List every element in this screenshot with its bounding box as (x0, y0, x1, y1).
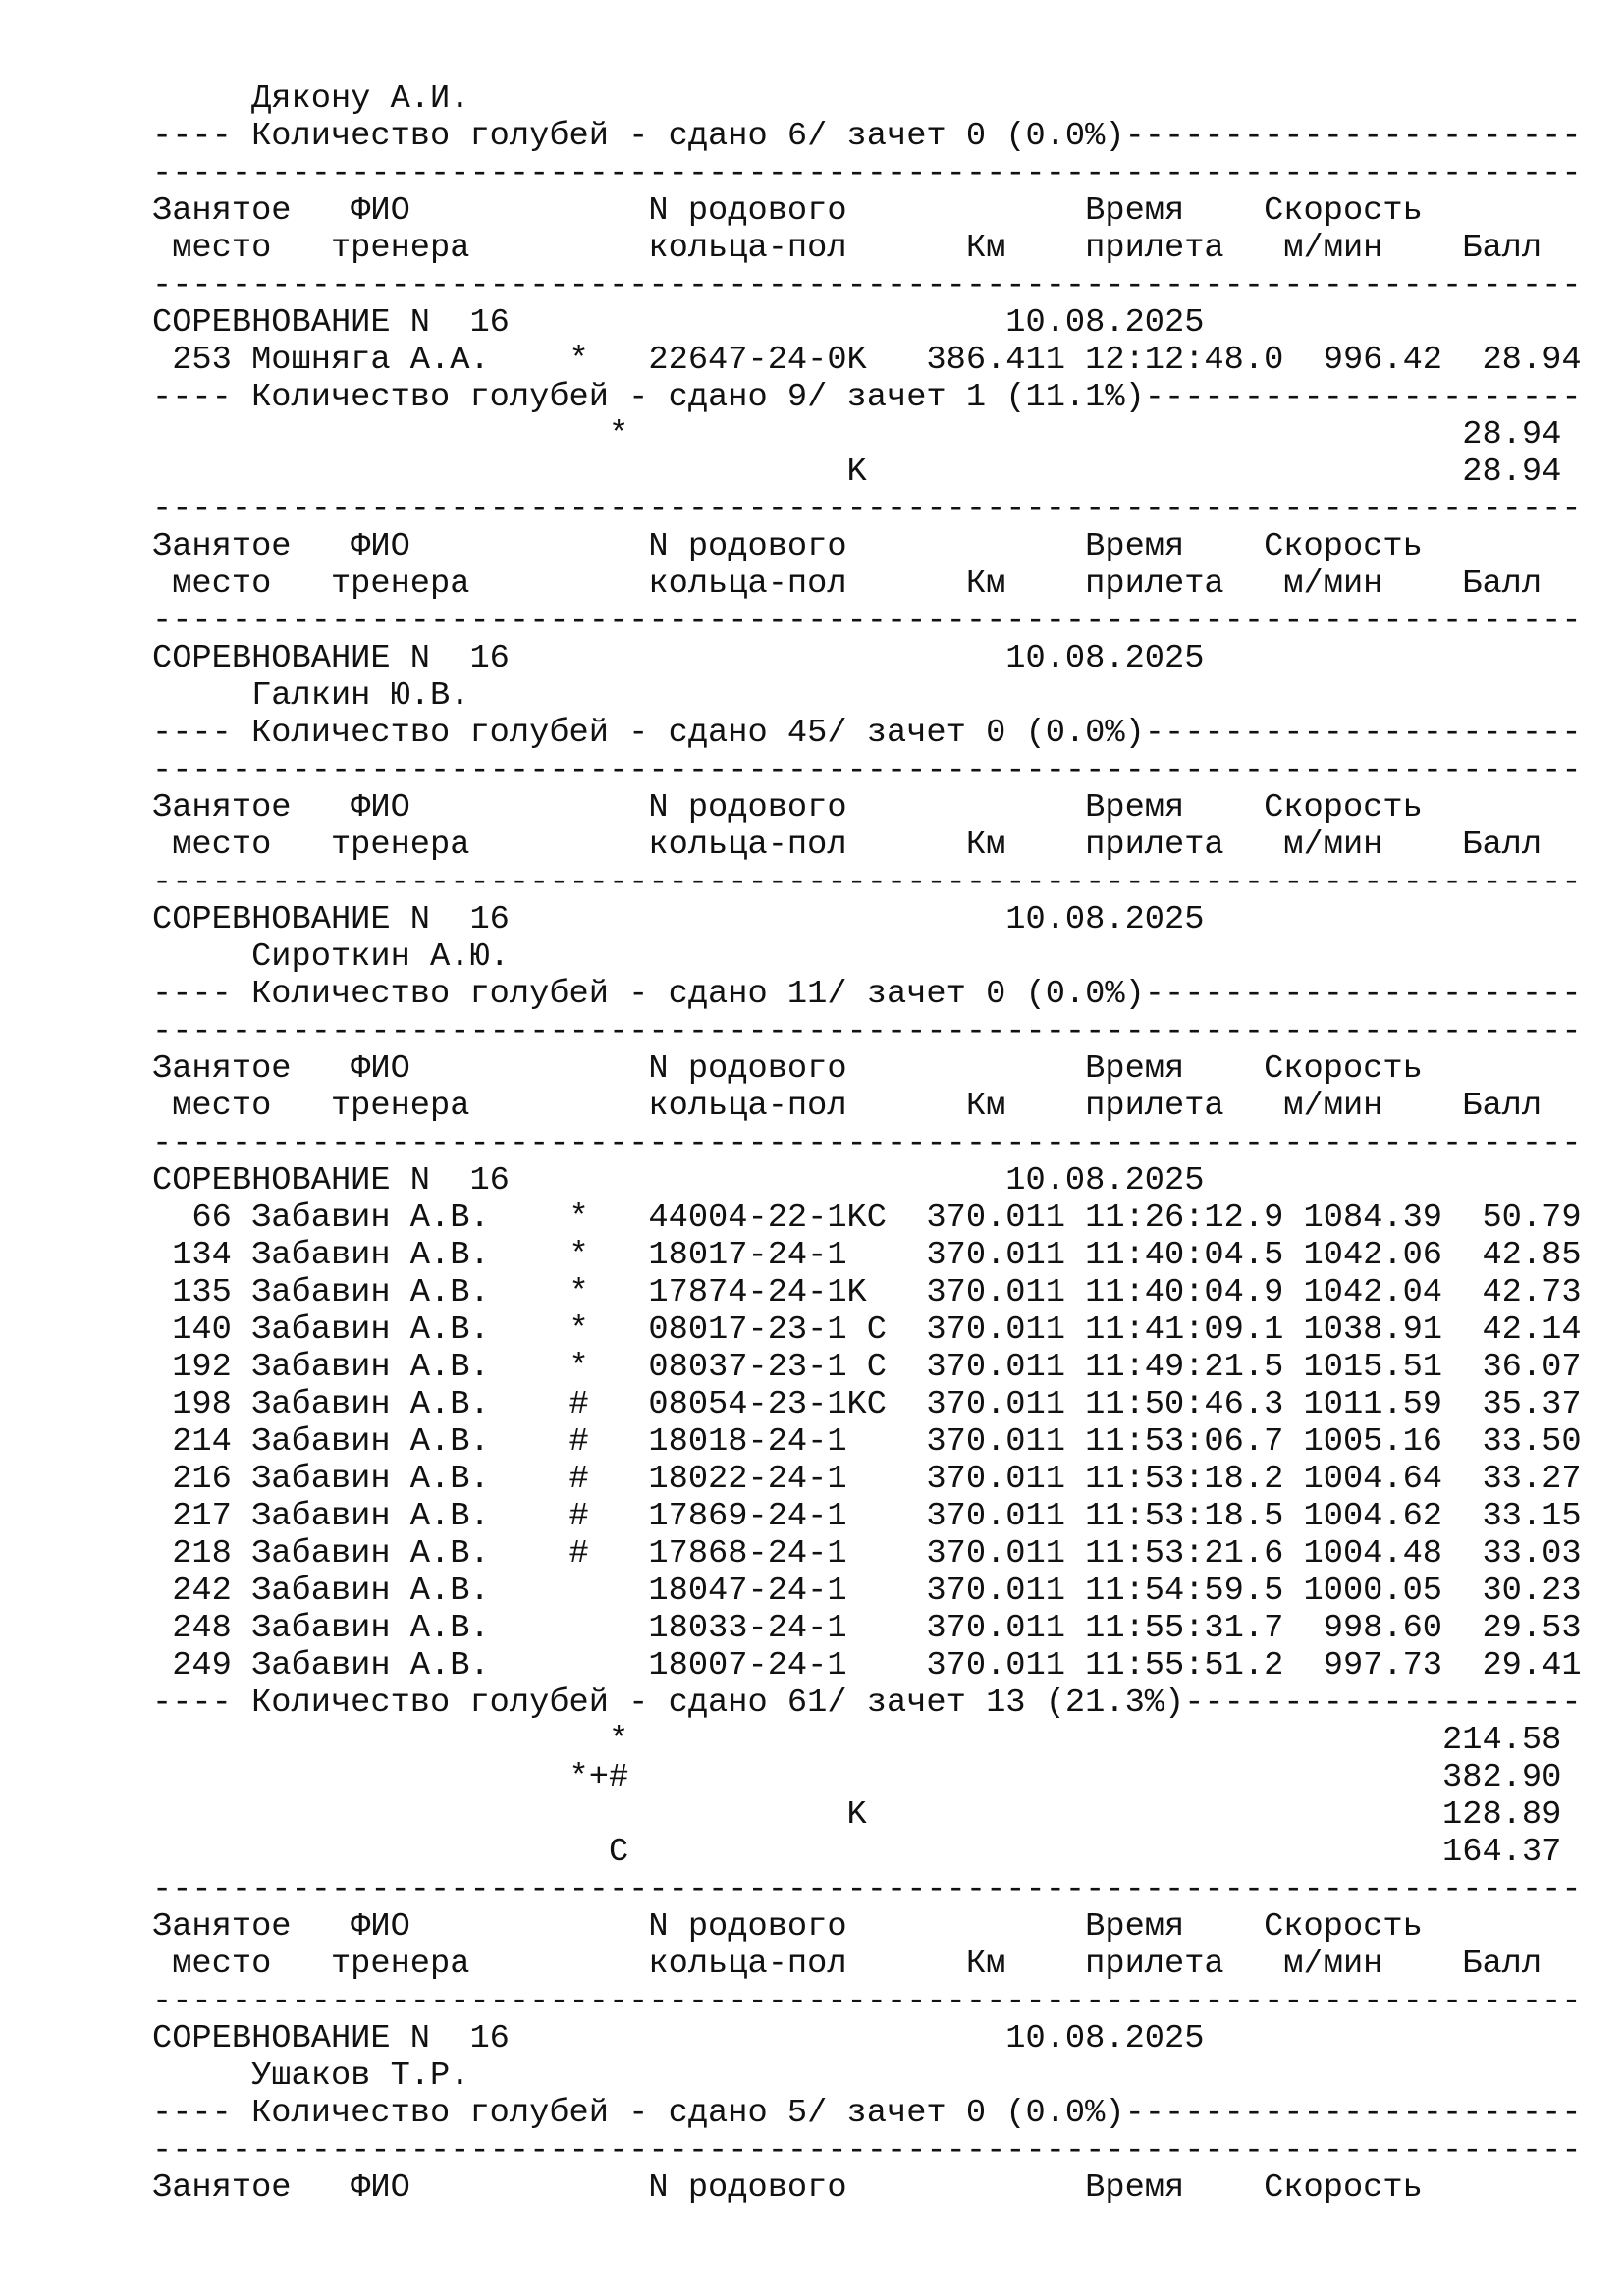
result-row: 218 Забавин А.В. # 17868-24-1 370.011 11:53:21.6 1004.48 33.03 (152, 1535, 1582, 1573)
separator: ------------------------------------------------------------------------ (152, 864, 1582, 901)
competition-heading: СОРЕВНОВАНИЕ N 16 10.08.2025 (152, 304, 1205, 342)
result-row: 66 Забавин А.В. * 44004-22-1KC 370.011 11:26:12.9 1084.39 50.79 (152, 1200, 1582, 1237)
column-header: место тренера кольца-пол Км прилета м/мин Балл (152, 1946, 1543, 1983)
competition-heading: СОРЕВНОВАНИЕ N 16 10.08.2025 (152, 640, 1205, 677)
result-row: 135 Забавин А.В. * 17874-24-1K 370.011 11:40:04.9 1042.04 42.73 (152, 1274, 1582, 1311)
trainer-name: Галкин Ю.В. (152, 677, 470, 715)
result-row: 192 Забавин А.В. * 08037-23-1 C 370.011 11:49:21.5 1015.51 36.07 (152, 1349, 1582, 1386)
column-header: Занятое ФИО N родового Время Скорость (152, 192, 1423, 230)
summary-line: ---- Количество голубей - сдано 61/ зачет 13 (21.3%)-------------------- (152, 1684, 1582, 1722)
result-row: 214 Забавин А.В. # 18018-24-1 370.011 11:53:06.7 1005.16 33.50 (152, 1423, 1582, 1461)
column-header: место тренера кольца-пол Км прилета м/мин Балл (152, 827, 1543, 864)
separator: ------------------------------------------------------------------------ (152, 1013, 1582, 1050)
separator: ------------------------------------------------------------------------ (152, 1871, 1582, 1908)
result-row: 249 Забавин А.В. 18007-24-1 370.011 11:55:51.2 997.73 29.41 (152, 1647, 1582, 1684)
column-header: Занятое ФИО N родового Время Скорость (152, 1050, 1423, 1088)
column-header: Занятое ФИО N родового Время Скорость (152, 2169, 1423, 2207)
separator: ------------------------------------------------------------------------ (152, 2132, 1582, 2169)
trainer-name: Дякону А.И. (152, 80, 470, 118)
result-row: 253 Мошняга А.А. * 22647-24-0K 386.411 12:12:48.0 996.42 28.94 (152, 342, 1582, 379)
competition-heading: СОРЕВНОВАНИЕ N 16 10.08.2025 (152, 1162, 1205, 1200)
competition-heading: СОРЕВНОВАНИЕ N 16 10.08.2025 (152, 2020, 1205, 2057)
separator: ------------------------------------------------------------------------ (152, 155, 1582, 192)
column-header: место тренера кольца-пол Км прилета м/мин Балл (152, 230, 1543, 267)
trainer-name: Сироткин А.Ю. (152, 938, 510, 976)
summary-line: ---- Количество голубей - сдано 6/ зачет 0 (0.0%)----------------------- (152, 118, 1582, 155)
summary-line: ---- Количество голубей - сдано 11/ зачет 0 (0.0%)---------------------- (152, 976, 1582, 1013)
subtotal-line: * 28.94 (152, 416, 1562, 454)
subtotal-line: C 164.37 (152, 1834, 1562, 1871)
separator: ------------------------------------------------------------------------ (152, 603, 1582, 640)
summary-line: ---- Количество голубей - сдано 5/ зачет 0 (0.0%)----------------------- (152, 2095, 1582, 2132)
separator: ------------------------------------------------------------------------ (152, 491, 1582, 528)
result-row: 242 Забавин А.В. 18047-24-1 370.011 11:54:59.5 1000.05 30.23 (152, 1573, 1582, 1610)
column-header: Занятое ФИО N родового Время Скорость (152, 1908, 1423, 1946)
trainer-name: Ушаков Т.Р. (152, 2057, 470, 2095)
competition-heading: СОРЕВНОВАНИЕ N 16 10.08.2025 (152, 901, 1205, 938)
report-page (152, 80, 1586, 2207)
summary-line: ---- Количество голубей - сдано 9/ зачет 1 (11.1%)---------------------- (152, 379, 1582, 416)
separator: ------------------------------------------------------------------------ (152, 752, 1582, 789)
result-row: 217 Забавин А.В. # 17869-24-1 370.011 11:53:18.5 1004.62 33.15 (152, 1498, 1582, 1535)
result-row: 216 Забавин А.В. # 18022-24-1 370.011 11:53:18.2 1004.64 33.27 (152, 1461, 1582, 1498)
column-header: место тренера кольца-пол Км прилета м/мин Балл (152, 1088, 1543, 1125)
subtotal-line: K 128.89 (152, 1796, 1562, 1834)
separator: ------------------------------------------------------------------------ (152, 1125, 1582, 1162)
column-header: Занятое ФИО N родового Время Скорость (152, 528, 1423, 565)
summary-line: ---- Количество голубей - сдано 45/ зачет 0 (0.0%)---------------------- (152, 715, 1582, 752)
separator: ------------------------------------------------------------------------ (152, 267, 1582, 304)
result-row: 140 Забавин А.В. * 08017-23-1 C 370.011 11:41:09.1 1038.91 42.14 (152, 1311, 1582, 1349)
subtotal-line: *+# 382.90 (152, 1759, 1562, 1796)
subtotal-line: K 28.94 (152, 454, 1562, 491)
subtotal-line: * 214.58 (152, 1722, 1562, 1759)
result-row: 248 Забавин А.В. 18033-24-1 370.011 11:55:31.7 998.60 29.53 (152, 1610, 1582, 1647)
column-header: место тренера кольца-пол Км прилета м/мин Балл (152, 565, 1543, 603)
column-header: Занятое ФИО N родового Время Скорость (152, 789, 1423, 827)
result-row: 134 Забавин А.В. * 18017-24-1 370.011 11:40:04.5 1042.06 42.85 (152, 1237, 1582, 1274)
separator: ------------------------------------------------------------------------ (152, 1983, 1582, 2020)
result-row: 198 Забавин А.В. # 08054-23-1KC 370.011 11:50:46.3 1011.59 35.37 (152, 1386, 1582, 1423)
